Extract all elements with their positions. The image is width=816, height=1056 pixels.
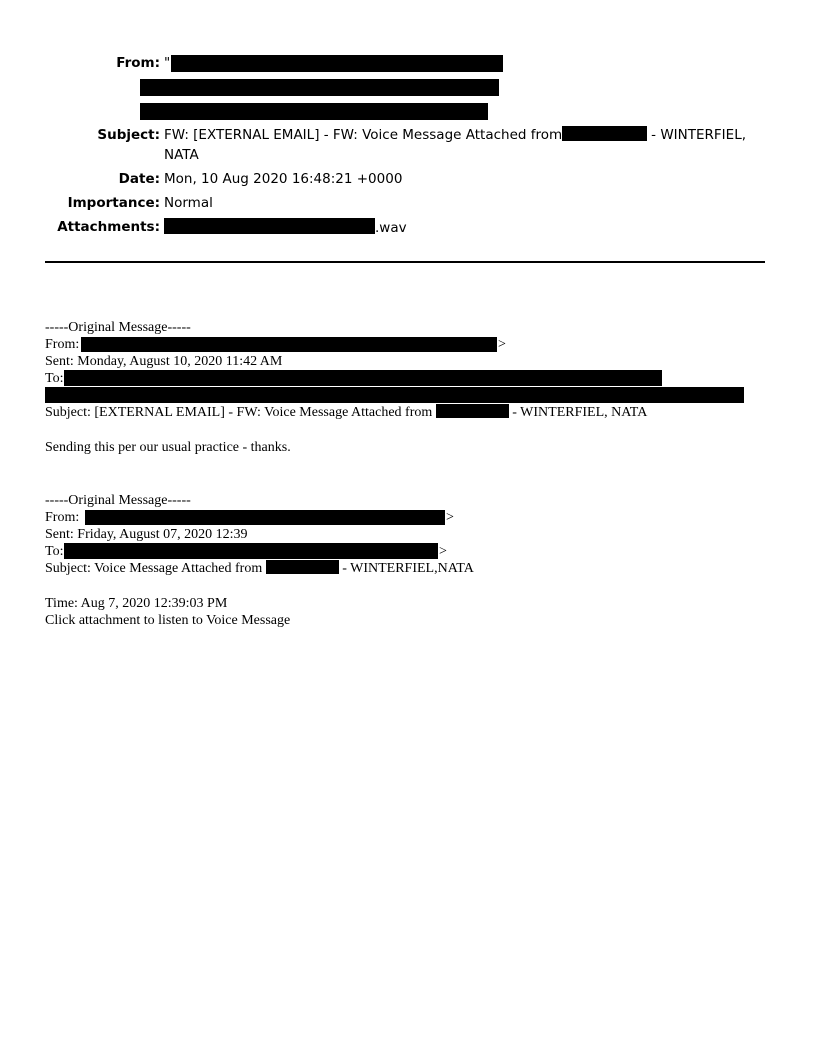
header-subject-line2: NATA	[164, 147, 199, 163]
header-attachments-value[interactable]	[164, 218, 407, 237]
redaction-message1-to-2	[45, 387, 744, 403]
message1-body: Sending this per our usual practice - thanks.	[45, 440, 291, 455]
header-date-label: Date:	[118, 171, 160, 187]
redaction-message2-to	[64, 543, 438, 559]
redaction-subject-sender	[562, 126, 647, 141]
header-attachments-label: Attachments:	[57, 219, 160, 235]
message1-sent: Sent: Monday, August 10, 2020 11:42 AM	[45, 354, 283, 369]
header-subject-prefix: FW: [EXTERNAL EMAIL] - FW: Voice Message Attached from	[164, 127, 563, 143]
message2-to-suffix: >	[439, 544, 447, 559]
redaction-attachment-name	[164, 218, 375, 234]
header-date-value: Mon, 10 Aug 2020 16:48:21 +0000	[164, 171, 403, 187]
message2-time: Time: Aug 7, 2020 12:39:03 PM	[45, 596, 228, 611]
message1-subject-prefix: Subject: [EXTERNAL EMAIL] - FW: Voice Message Attached from	[45, 405, 433, 420]
redaction-from-2	[140, 79, 499, 96]
message1-from-label: From:	[45, 337, 80, 352]
message2-separator: -----Original Message-----	[45, 493, 191, 508]
header-importance-label: Importance:	[67, 195, 160, 211]
redaction-from-1	[171, 55, 503, 72]
redaction-message1-from	[81, 337, 497, 352]
header-importance-value: Normal	[164, 195, 213, 211]
message2-sent: Sent: Friday, August 07, 2020 12:39	[45, 527, 248, 542]
message2-to-label: To:	[45, 544, 64, 559]
message2-from-suffix: >	[446, 510, 454, 525]
redaction-message2-subject-sender	[266, 560, 339, 574]
header-divider	[45, 261, 765, 263]
redaction-from-3	[140, 103, 488, 120]
header-subject-label: Subject:	[97, 127, 160, 143]
message2-from-row	[45, 509, 79, 526]
message2-instruction: Click attachment to listen to Voice Message	[45, 613, 291, 628]
message1-subject	[45, 404, 647, 421]
message1-from-suffix: >	[498, 337, 506, 352]
header-from-quote: "	[164, 55, 171, 71]
header-subject-line1	[164, 126, 746, 144]
message1-from-row	[45, 336, 79, 353]
attachment-extension: .wav	[375, 220, 407, 236]
redaction-message2-from	[85, 510, 445, 525]
header-subject-suffix: - WINTERFIEL,	[651, 127, 747, 143]
redaction-message1-subject-sender	[436, 404, 509, 418]
message1-subject-suffix: - WINTERFIEL, NATA	[512, 405, 648, 420]
message1-separator: -----Original Message-----	[45, 320, 191, 335]
header-from-label: From:	[116, 55, 160, 71]
message1-to-row	[45, 370, 63, 387]
message2-from-label: From:	[45, 510, 80, 525]
message2-subject-suffix: - WINTERFIEL,NATA	[342, 561, 474, 576]
message2-to-row	[45, 543, 63, 560]
message2-subject-prefix: Subject: Voice Message Attached from	[45, 561, 263, 576]
message2-subject	[45, 560, 474, 577]
message1-to-label: To:	[45, 371, 64, 386]
redaction-message1-to-1	[64, 370, 662, 386]
